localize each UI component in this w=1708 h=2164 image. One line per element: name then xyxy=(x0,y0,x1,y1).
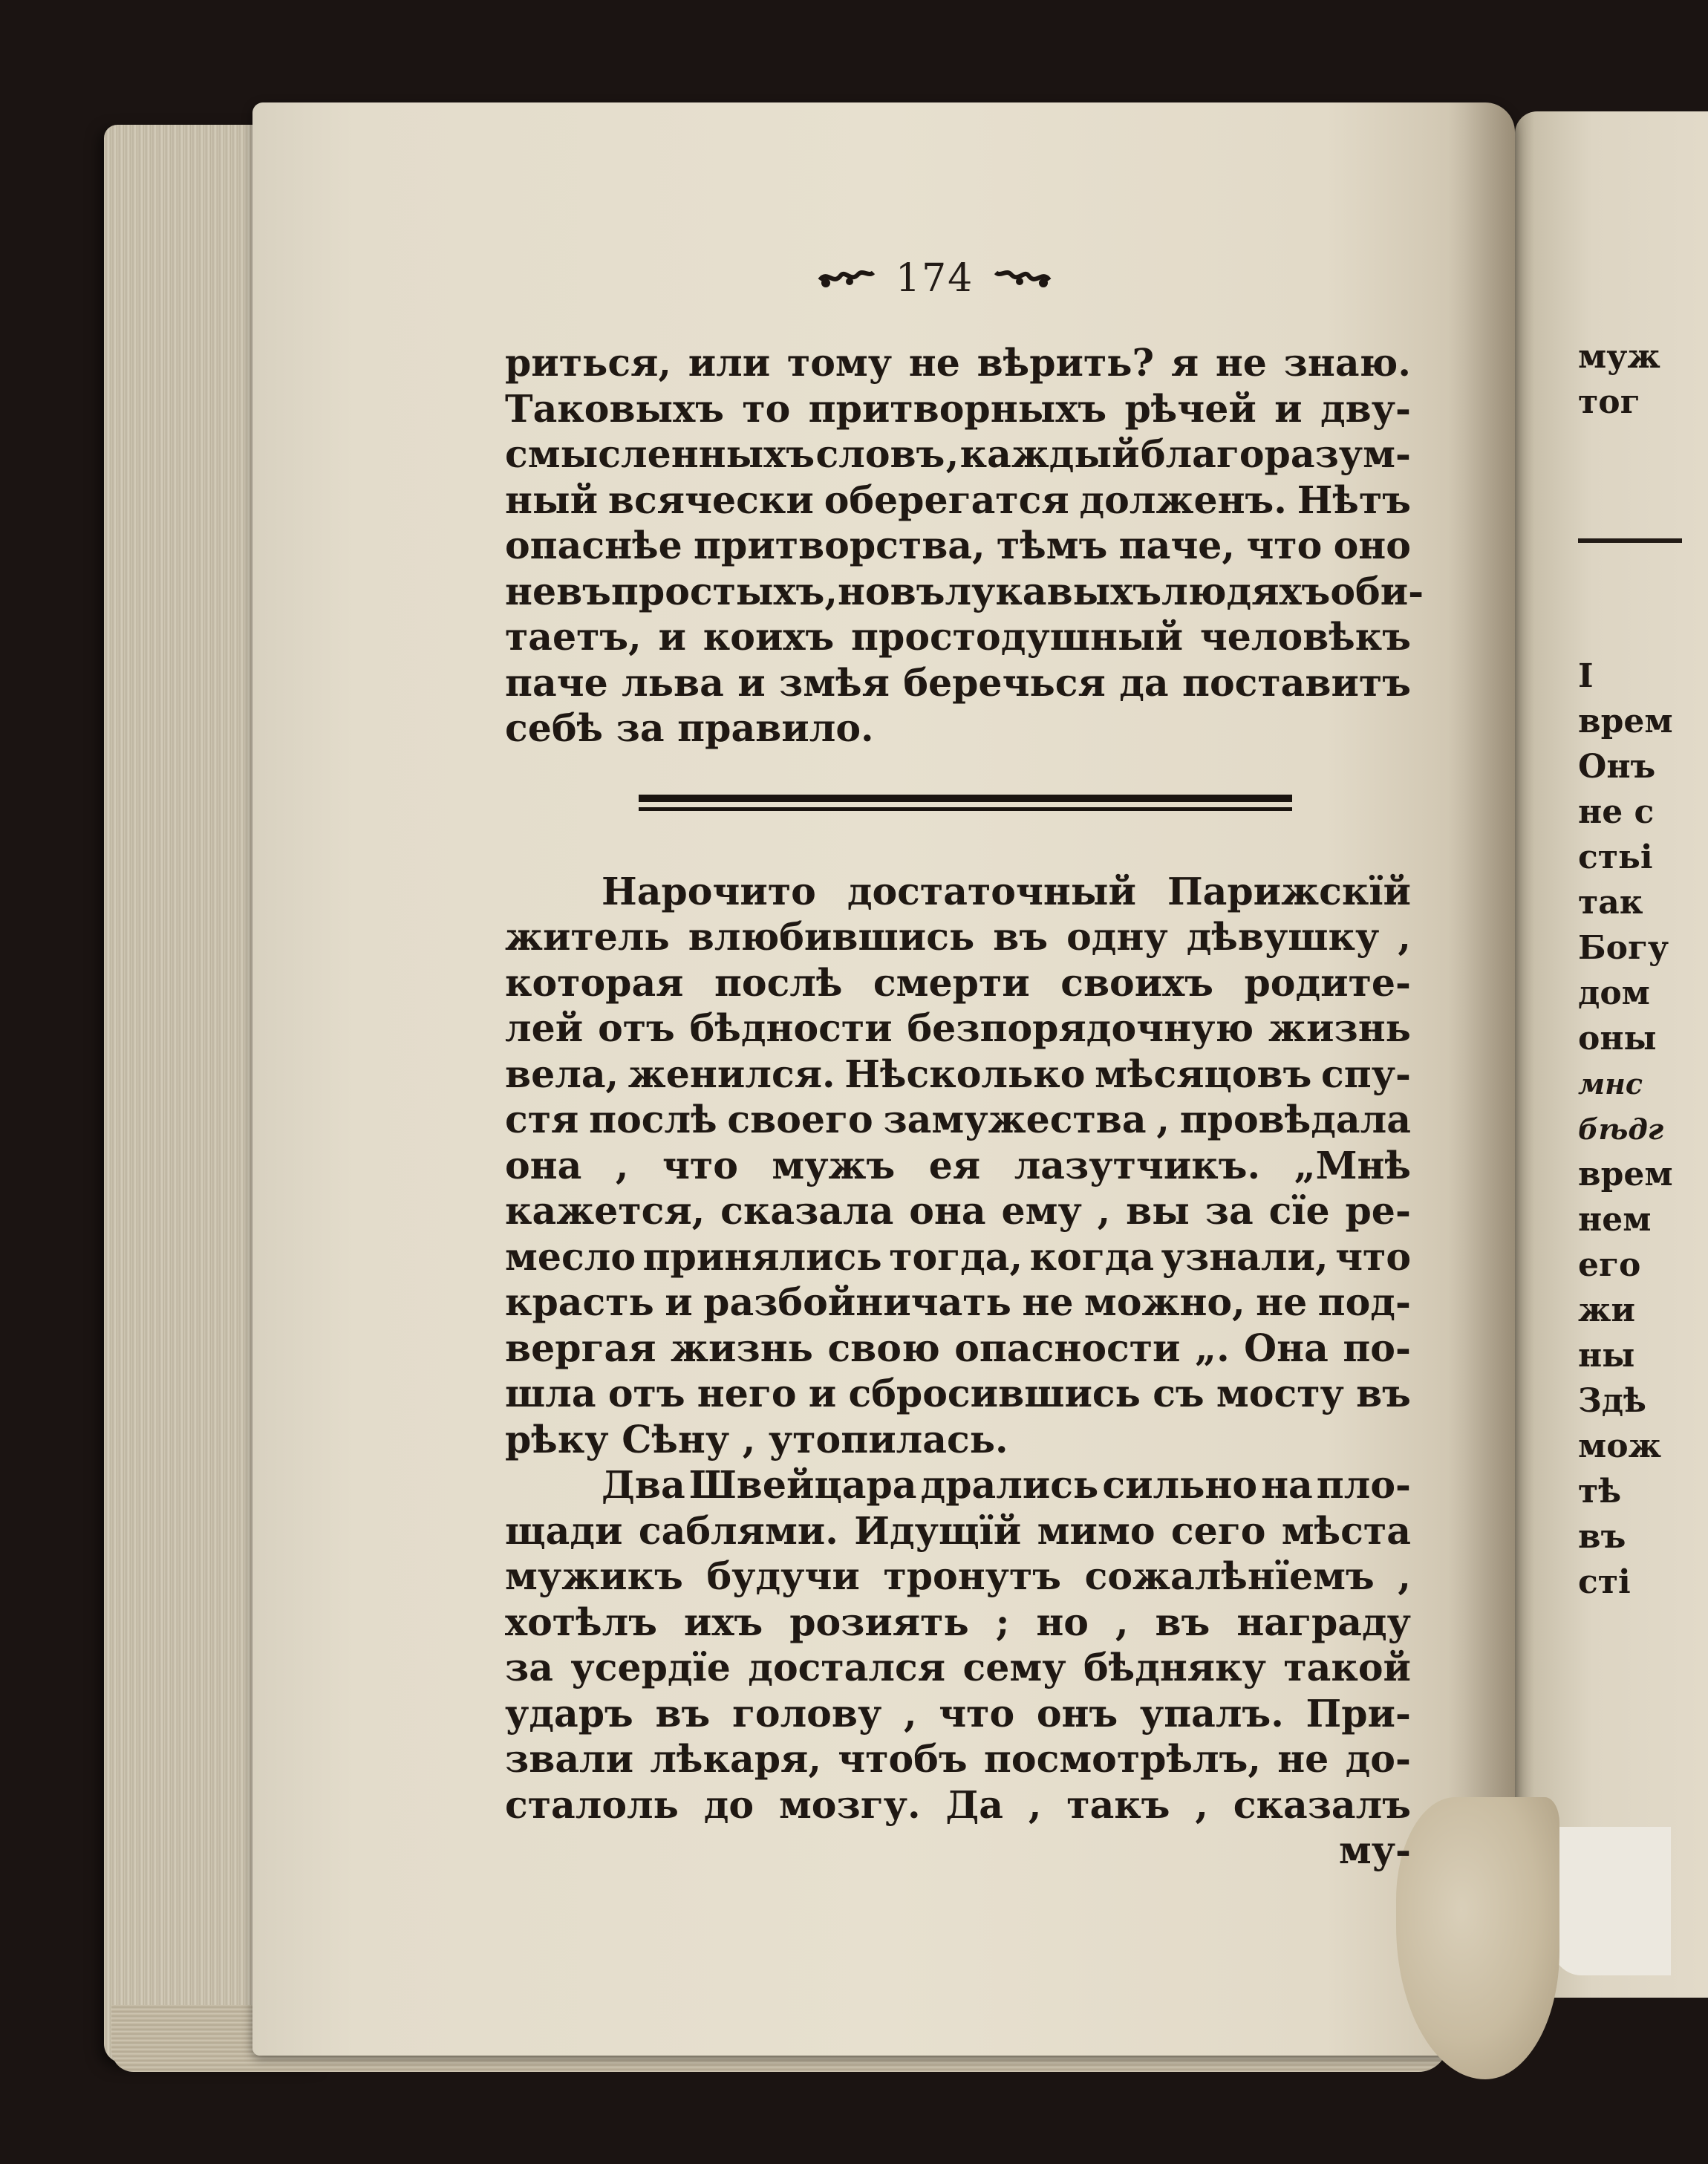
word: притворства, xyxy=(694,524,985,567)
word: Нарочито xyxy=(602,869,816,913)
right-page-line: не с xyxy=(1578,793,1655,831)
word: лукавыхъ xyxy=(945,569,1162,613)
text-line xyxy=(505,569,1424,615)
word: , xyxy=(903,1691,917,1736)
word: замужества xyxy=(883,1098,1147,1141)
right-page-line: I xyxy=(1578,657,1594,695)
word: такъ xyxy=(1066,1782,1170,1827)
word: мужикъ xyxy=(505,1554,683,1598)
word: въ xyxy=(890,569,945,613)
word: въ xyxy=(1155,1600,1210,1644)
word: будучи xyxy=(706,1554,860,1598)
word: месло xyxy=(505,1234,636,1279)
text-line xyxy=(505,431,1411,478)
word: мозгу. xyxy=(778,1782,921,1827)
word: сожалѣнїемъ xyxy=(1084,1554,1375,1598)
right-page-line: муж xyxy=(1578,338,1660,376)
word: дрались xyxy=(920,1463,1099,1507)
word: въ xyxy=(556,569,611,613)
text-line xyxy=(505,1600,1411,1646)
text-line xyxy=(505,614,1411,660)
word: что xyxy=(1246,524,1323,567)
word: опасности xyxy=(954,1326,1181,1370)
line-text: рѣку Сѣну , утопилась. xyxy=(505,1417,1008,1461)
word: Идущїй xyxy=(854,1508,1022,1553)
word: влюбившись xyxy=(688,915,975,959)
word: за xyxy=(505,1646,553,1689)
word: она xyxy=(505,1143,582,1187)
word: провѣдала xyxy=(1179,1098,1411,1141)
word: вѣрить? xyxy=(977,341,1155,385)
word: , xyxy=(1398,915,1411,959)
word: под- xyxy=(1317,1280,1411,1324)
word: , xyxy=(1115,1600,1129,1644)
word: опаснѣе xyxy=(505,524,682,567)
word: что xyxy=(662,1143,738,1187)
word: усердїе xyxy=(570,1646,731,1689)
word: хотѣлъ xyxy=(505,1600,657,1644)
word: упалъ. xyxy=(1139,1691,1284,1736)
right-page-line: въ xyxy=(1578,1518,1626,1556)
word: спу- xyxy=(1320,1052,1411,1096)
word: по- xyxy=(1343,1326,1411,1370)
word: дѣвушку xyxy=(1186,915,1380,959)
word: Да xyxy=(945,1782,1004,1827)
word: тому xyxy=(786,341,893,385)
right-page-line: бѣдг xyxy=(1578,1112,1664,1146)
word: и xyxy=(1274,386,1303,431)
word: ихъ xyxy=(683,1600,763,1644)
word: бѣдняку xyxy=(1083,1646,1266,1689)
word: но xyxy=(1036,1600,1089,1644)
text-line xyxy=(505,340,1411,386)
right-page-line: нем xyxy=(1578,1201,1652,1239)
word: , xyxy=(1398,1554,1411,1598)
word: смерти xyxy=(873,960,1030,1005)
word: я xyxy=(1170,341,1199,385)
word: Нѣсколько xyxy=(844,1052,1086,1096)
right-page-line: Здѣ xyxy=(1578,1382,1646,1420)
text-line xyxy=(505,1554,1411,1600)
word: людяхъ xyxy=(1161,569,1331,613)
word: родите- xyxy=(1244,960,1411,1005)
word: саблями. xyxy=(638,1508,838,1553)
right-page-line: врем xyxy=(1578,1156,1673,1193)
word: онъ xyxy=(1036,1691,1118,1736)
word: принялись xyxy=(642,1234,882,1279)
right-page-body-text xyxy=(1578,654,1673,1605)
word: съ xyxy=(1153,1372,1205,1415)
word: лей xyxy=(505,1006,584,1050)
word: и xyxy=(808,1372,837,1415)
word: ему xyxy=(1001,1189,1082,1233)
word: смысленныхъ xyxy=(505,432,815,476)
word: риться, xyxy=(505,341,671,385)
word: сильно xyxy=(1102,1463,1258,1507)
page-number: 174 xyxy=(896,256,974,301)
word: сїе xyxy=(1268,1189,1330,1233)
word: каждый xyxy=(959,432,1140,476)
right-page-line: стьі xyxy=(1578,838,1653,876)
text-line xyxy=(505,705,1411,752)
word: когда xyxy=(1029,1234,1155,1279)
word: не xyxy=(1022,1280,1074,1324)
word: не xyxy=(505,569,557,613)
word: послѣ xyxy=(714,960,843,1005)
word: мосту xyxy=(1216,1372,1344,1415)
word: благоразум- xyxy=(1140,432,1411,476)
word: , xyxy=(1195,1782,1208,1827)
text-line xyxy=(505,869,1411,915)
word: жизнь xyxy=(671,1326,813,1370)
text-line xyxy=(505,478,1411,524)
word: лѣкаря, xyxy=(650,1737,821,1781)
word: послѣ xyxy=(589,1098,717,1141)
word: Она xyxy=(1244,1326,1329,1370)
word: женился. xyxy=(628,1052,835,1096)
word: разбойничать xyxy=(703,1280,1011,1324)
text-line xyxy=(505,1736,1411,1782)
word: сему xyxy=(962,1646,1066,1689)
right-page-line: мнс xyxy=(1578,1067,1643,1101)
word: коихъ xyxy=(703,615,835,659)
right-page-line: Богу xyxy=(1578,929,1669,967)
text-line xyxy=(505,1691,1411,1737)
word: шла xyxy=(505,1372,596,1415)
word: звали xyxy=(505,1737,634,1781)
word: „Мнѣ xyxy=(1294,1143,1411,1187)
word: него xyxy=(697,1372,797,1415)
right-page-line: жи xyxy=(1578,1291,1636,1329)
text-line xyxy=(505,914,1411,960)
word: чтобъ xyxy=(838,1737,968,1781)
word: до- xyxy=(1345,1737,1411,1781)
rule-thick xyxy=(639,795,1292,802)
word: Два xyxy=(602,1463,685,1507)
right-page-line: врем xyxy=(1578,703,1673,740)
word: посмотрѣлъ, xyxy=(983,1737,1261,1781)
word: и xyxy=(665,1280,693,1324)
word: ; xyxy=(995,1600,1010,1644)
text-line xyxy=(505,1371,1411,1417)
word: ре- xyxy=(1345,1189,1411,1233)
word: достаточный xyxy=(847,869,1136,913)
word: щади xyxy=(505,1508,623,1553)
word: , xyxy=(945,432,959,476)
word: мимо xyxy=(1037,1508,1155,1553)
catchword xyxy=(505,1828,1411,1874)
word: то xyxy=(742,386,791,431)
word: „. xyxy=(1195,1326,1230,1370)
text-line xyxy=(505,1462,1411,1508)
word: тѣмъ xyxy=(996,524,1108,567)
word: на xyxy=(1261,1463,1313,1507)
right-page-top-text xyxy=(1578,334,1660,425)
word: тронутъ xyxy=(883,1554,1062,1598)
word: можно, xyxy=(1083,1280,1245,1324)
text-line xyxy=(505,1006,1411,1052)
word: поставитъ xyxy=(1181,660,1411,705)
right-page-line: ны xyxy=(1578,1337,1635,1375)
word: притворныхъ xyxy=(808,386,1107,431)
line-text: себѣ за правило. xyxy=(505,706,874,750)
word: не xyxy=(1277,1737,1329,1781)
word: достался xyxy=(748,1646,946,1689)
word: безпорядочную xyxy=(907,1006,1254,1050)
text-line xyxy=(505,1645,1411,1691)
word: голову xyxy=(731,1691,882,1736)
word: ударъ xyxy=(505,1691,633,1736)
page-header xyxy=(817,252,1052,304)
word: , xyxy=(1156,1098,1170,1141)
word: въ xyxy=(655,1691,711,1736)
word: мужъ xyxy=(772,1143,896,1187)
word: не xyxy=(1256,1280,1308,1324)
right-page-line: Онъ xyxy=(1578,748,1656,786)
word: мѣста xyxy=(1281,1508,1411,1553)
text-line xyxy=(505,1508,1411,1554)
word: въ xyxy=(1356,1372,1411,1415)
word: змѣя xyxy=(779,660,890,705)
word: но xyxy=(837,569,890,613)
word: розиять xyxy=(789,1600,969,1644)
word: да xyxy=(1119,660,1169,705)
word: своихъ xyxy=(1060,960,1214,1005)
word: что xyxy=(1335,1234,1411,1279)
right-page-line: тѣ xyxy=(1578,1473,1622,1510)
word: кажется, xyxy=(505,1189,705,1233)
word: Нѣтъ xyxy=(1297,478,1411,522)
word: свою xyxy=(827,1326,940,1370)
word: паче, xyxy=(1118,524,1236,567)
word: награду xyxy=(1236,1600,1411,1644)
body-text xyxy=(505,340,1424,1874)
word: тогда, xyxy=(889,1234,1023,1279)
word: рѣчей xyxy=(1124,386,1256,431)
word: что xyxy=(939,1691,1015,1736)
word: дву- xyxy=(1320,386,1411,431)
word: вергая xyxy=(505,1326,656,1370)
paragraph-1 xyxy=(505,340,1424,752)
word: , xyxy=(1028,1782,1042,1827)
rule-thin xyxy=(639,807,1292,811)
word: всячески xyxy=(607,478,814,522)
left-ornament-icon xyxy=(817,264,876,293)
right-page-rule xyxy=(1578,538,1682,543)
right-page-corner xyxy=(1552,1827,1671,1975)
word: житель xyxy=(505,915,670,959)
right-page-line: тог xyxy=(1578,383,1640,421)
word: простодушный xyxy=(851,615,1184,659)
word: Таковыхъ xyxy=(505,386,725,431)
word: сказала xyxy=(720,1189,894,1233)
word: оби- xyxy=(1330,569,1424,613)
text-line xyxy=(505,1417,1411,1463)
word: за xyxy=(1205,1189,1254,1233)
text-line xyxy=(505,523,1411,569)
word: При- xyxy=(1306,1691,1411,1736)
text-line xyxy=(505,1097,1411,1143)
word: не xyxy=(1215,341,1267,385)
word: мѣсяцовъ xyxy=(1095,1052,1312,1096)
word: и xyxy=(658,615,687,659)
word: Швейцара xyxy=(688,1463,917,1507)
word: паче xyxy=(505,660,608,705)
right-page-line: оны xyxy=(1578,1020,1657,1057)
text-line xyxy=(505,1326,1411,1372)
text-line xyxy=(505,1143,1411,1189)
text-line xyxy=(505,1280,1411,1326)
text-line xyxy=(505,960,1411,1006)
right-page-line: сті xyxy=(1578,1563,1631,1601)
word: сего xyxy=(1170,1508,1266,1553)
word: сталоль xyxy=(505,1782,679,1827)
right-page-line: так xyxy=(1578,884,1643,922)
word: или xyxy=(688,341,771,385)
word: сбросившись xyxy=(848,1372,1141,1415)
section-rule xyxy=(505,752,1411,869)
text-line xyxy=(505,660,1411,706)
paragraphs-2-3 xyxy=(505,869,1411,1828)
word: пло- xyxy=(1316,1463,1411,1507)
right-page-line: дом xyxy=(1578,974,1650,1012)
word: бѣдности xyxy=(689,1006,893,1050)
text-line xyxy=(505,1188,1411,1234)
word: такой xyxy=(1283,1646,1411,1689)
word: она xyxy=(909,1189,986,1233)
text-line xyxy=(505,1234,1411,1280)
word: , xyxy=(615,1143,629,1187)
word: въ xyxy=(993,915,1049,959)
word: сказалъ xyxy=(1233,1782,1411,1827)
word: долженъ. xyxy=(1079,478,1287,522)
word: простыхъ, xyxy=(610,569,838,613)
word: не xyxy=(908,341,960,385)
word: вы xyxy=(1126,1189,1190,1233)
word: отъ xyxy=(607,1372,685,1415)
word: , xyxy=(1097,1189,1111,1233)
catchword-text: му- xyxy=(1338,1828,1411,1872)
word: отъ xyxy=(598,1006,675,1050)
right-page-line: мож xyxy=(1578,1427,1661,1465)
word: словъ xyxy=(815,432,945,476)
word: ея xyxy=(928,1143,981,1187)
right-ornament-icon xyxy=(993,264,1052,293)
text-line xyxy=(505,1782,1411,1828)
word: узнали, xyxy=(1161,1234,1329,1279)
word: знаю. xyxy=(1283,341,1411,385)
word: и xyxy=(737,660,766,705)
word: красть xyxy=(505,1280,654,1324)
right-page-line: его xyxy=(1578,1246,1641,1284)
word: жизнь xyxy=(1268,1006,1411,1050)
word: своего xyxy=(727,1098,873,1141)
word: лазутчикъ. xyxy=(1014,1143,1261,1187)
text-line xyxy=(505,1052,1411,1098)
word: оберегатся xyxy=(824,478,1069,522)
word: вела, xyxy=(505,1052,619,1096)
word: ный xyxy=(505,478,599,522)
word: оно xyxy=(1333,524,1411,567)
word: стя xyxy=(505,1098,579,1141)
word: человѣкъ xyxy=(1199,615,1411,659)
word: таетъ, xyxy=(505,615,642,659)
word: Парижскїй xyxy=(1167,869,1411,913)
word: которая xyxy=(505,960,684,1005)
word: одну xyxy=(1066,915,1168,959)
word: до xyxy=(703,1782,754,1827)
word: льва xyxy=(622,660,724,705)
text-line xyxy=(505,386,1411,432)
word: беречься xyxy=(903,660,1106,705)
